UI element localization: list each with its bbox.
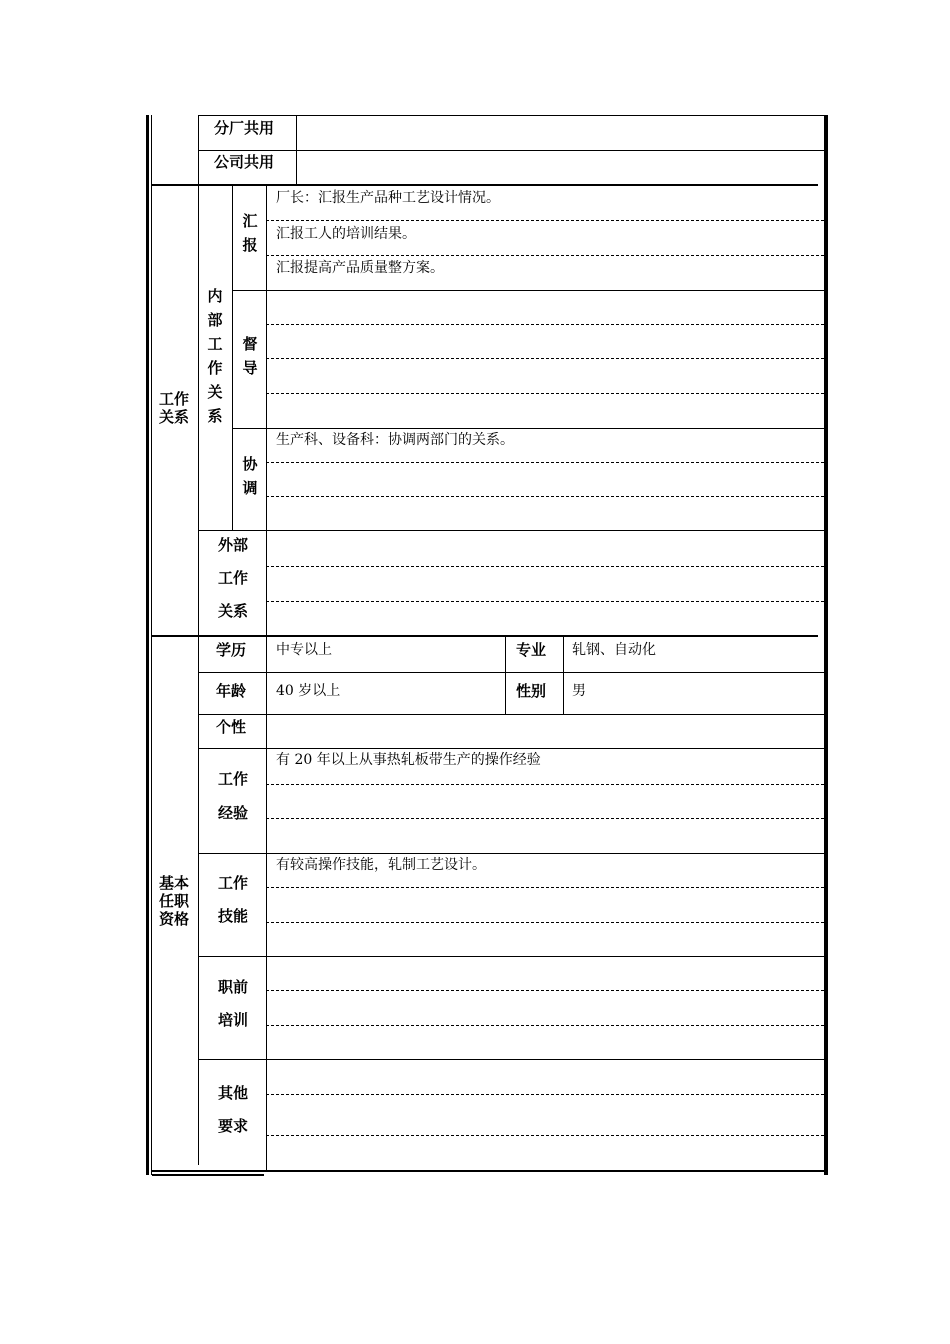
outer-right-border <box>824 115 828 1175</box>
skills-line-1: 有较高操作技能，轧制工艺设计。 <box>276 857 486 873</box>
coordinate-dash-2 <box>266 496 824 497</box>
experience-line-1: 有 20 年以上从事热轧板带生产的操作经验 <box>276 752 541 768</box>
gender-value: 男 <box>572 683 586 699</box>
training-label-2: 培训 <box>217 1011 248 1029</box>
report-dash-1 <box>266 220 824 221</box>
supervise-label <box>236 332 264 380</box>
qualifications-text: 基本任职资格 <box>158 874 189 928</box>
experience-bottom <box>198 853 824 854</box>
top-border <box>198 115 824 116</box>
coordinate-text: 协调 <box>242 455 258 497</box>
age-value: 40 岁以上 <box>276 683 341 699</box>
col-line-1 <box>198 115 199 1165</box>
report-line-2: 汇报工人的培训结果。 <box>276 226 416 242</box>
skills-label-1: 工作 <box>217 874 248 892</box>
skills-bottom <box>198 956 824 957</box>
coordinate-bottom <box>198 530 824 531</box>
other-label-2: 要求 <box>217 1117 248 1135</box>
col-line-major-value <box>563 637 564 714</box>
skills-dash-1 <box>266 887 824 888</box>
major-label: 专业 <box>516 641 547 659</box>
coordinate-label <box>236 452 264 500</box>
external-label-1: 外部 <box>217 536 248 554</box>
internal-relations-text: 内部工作关系 <box>207 287 223 425</box>
supervise-text: 督导 <box>242 335 258 377</box>
coordinate-dash-1 <box>266 462 824 463</box>
section-divider-1 <box>152 184 818 186</box>
skills-label-2: 技能 <box>217 907 248 925</box>
bottom-border <box>152 1170 828 1172</box>
report-text: 汇报 <box>242 212 258 254</box>
supervise-dash-2 <box>266 358 824 359</box>
age-row-bottom <box>198 714 824 715</box>
other-dash-2 <box>266 1135 824 1136</box>
report-dash-2 <box>266 255 824 256</box>
col-line-major <box>505 637 506 714</box>
top-row-divider <box>198 150 824 151</box>
training-label-1: 职前 <box>217 978 248 996</box>
report-line-1: 厂长：汇报生产品种工艺设计情况。 <box>276 190 500 206</box>
education-label: 学历 <box>216 641 247 659</box>
qualifications-label <box>154 874 194 928</box>
outer-left-border <box>146 115 149 1175</box>
experience-dash-2 <box>266 818 824 819</box>
experience-dash-1 <box>266 784 824 785</box>
branch-shared-label: 分厂共用 <box>214 119 275 137</box>
internal-relations-label <box>203 284 227 428</box>
skills-dash-2 <box>266 922 824 923</box>
major-value: 轧钢、自动化 <box>572 642 656 658</box>
external-dash-2 <box>266 601 824 602</box>
report-line-3: 汇报提高产品质量整方案。 <box>276 260 444 276</box>
outer-left-border-inner <box>151 115 152 1175</box>
experience-label-1: 工作 <box>217 770 248 788</box>
external-label-2: 工作 <box>217 569 248 587</box>
training-dash-1 <box>266 990 824 991</box>
supervise-dash-1 <box>266 324 824 325</box>
section-divider-2 <box>152 635 818 637</box>
bottom-border-stub <box>152 1174 264 1176</box>
other-label-1: 其他 <box>217 1084 248 1102</box>
external-label-3: 关系 <box>217 602 248 620</box>
work-relations-text: 工作关系 <box>158 390 189 426</box>
other-dash-1 <box>266 1094 824 1095</box>
experience-label-2: 经验 <box>217 804 248 822</box>
gender-label: 性别 <box>516 682 547 700</box>
external-dash-1 <box>266 566 824 567</box>
supervise-dash-3 <box>266 393 824 394</box>
training-bottom <box>198 1059 824 1060</box>
personality-label: 个性 <box>216 718 247 736</box>
supervise-bottom <box>232 428 824 429</box>
training-dash-2 <box>266 1025 824 1026</box>
report-bottom <box>232 290 824 291</box>
company-shared-label: 公司共用 <box>214 153 275 171</box>
education-row-bottom <box>198 672 824 673</box>
work-relations-label <box>154 390 194 426</box>
coordinate-line-1: 生产科、设备科：协调两部门的关系。 <box>276 432 514 448</box>
col-line-content <box>266 185 267 1170</box>
col-line-inner <box>232 185 233 530</box>
education-value: 中专以上 <box>276 642 332 658</box>
age-label: 年龄 <box>216 682 247 700</box>
report-label <box>236 209 264 257</box>
personality-row-bottom <box>198 748 824 749</box>
